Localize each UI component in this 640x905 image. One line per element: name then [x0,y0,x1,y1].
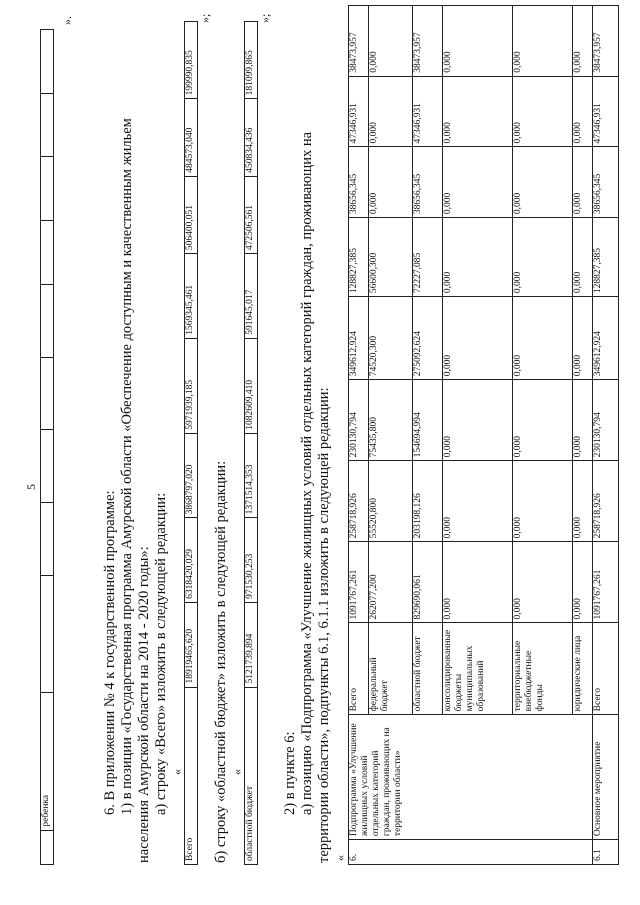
cell-value: 74520,300 [369,297,413,380]
cell-value: 262077,200 [369,542,413,623]
table-row [593,6,619,865]
top-table-label: ребенка [41,692,54,830]
obl-value: 181099,865 [245,22,258,99]
cell-value: 275092,624 [413,297,443,380]
cell-value: 0,000 [573,380,593,461]
cell-value: 0,000 [573,218,593,297]
vsego-value: 6318420,029 [185,518,198,603]
section6-heading: 6. В приложении № 4 к государственной программе: [102,490,118,815]
row-source: Всего [593,623,619,715]
cell-value: 0,000 [369,147,413,218]
top-table-fragment [40,29,54,865]
obl-value: 472506,561 [245,176,258,253]
cell-value: 72227,085 [413,218,443,297]
vsego-value: 5971939,185 [185,338,198,433]
obl-value: 1082609,410 [245,338,258,433]
row-source: консолидированные бюджеты муниципальных образований [443,623,513,715]
close-mark-top: ». [60,16,74,25]
vsego-value: 506400,051 [185,176,198,253]
cell-value: 0,000 [573,461,593,542]
close-mark-a: »; [198,13,212,23]
open-quote-point2: « [333,855,347,861]
cell-value: 0,000 [443,147,513,218]
cell-value: 0,000 [443,6,513,77]
cell-value: 55520,800 [369,461,413,542]
vsego-label: Всего [185,687,198,864]
cell-value: 258718,926 [349,461,369,542]
vsego-value: 199990,835 [185,22,198,99]
cell-value: 38473,957 [593,6,619,77]
cell-value: 0,000 [443,542,513,623]
cell-value: 56600,300 [369,218,413,297]
row-source: территориальные внебюджетные фонды [513,623,573,715]
cell-value: 0,000 [443,461,513,542]
cell-value: 47346,931 [349,76,369,147]
section6-item1-line2: населения Амурской области на 2014 - 2020 годы»: [136,546,152,863]
cell-value: 0,000 [513,218,573,297]
row-name: Подпрограмма «Улучшение жилищных условий отдельных категорий граждан, проживающих на территории области» [349,715,593,840]
cell-value: 1091767,261 [593,542,619,623]
cell-value: 0,000 [513,76,573,147]
cell-value: 38656,345 [593,147,619,218]
cell-value: 829690,061 [413,542,443,623]
row-name: Основное мероприятие [593,715,619,840]
page-number: 5 [24,484,38,490]
section6-item-b: б) строку «областной бюджет» изложить в следующей редакции: [213,460,229,863]
open-quote-b: « [230,769,244,775]
obl-label: областной бюджет [245,687,258,864]
cell-value: 38473,957 [349,6,369,77]
row-source: федеральный бюджет [369,623,413,715]
cell-value: 0,000 [513,6,573,77]
cell-value: 0,000 [513,461,573,542]
table-row [349,6,369,865]
close-mark-b: »; [258,13,272,23]
cell-value: 0,000 [443,380,513,461]
cell-value: 38473,957 [413,6,443,77]
section6-item-a: а) строку «Всего» изложить в следующей редакции: [153,492,169,815]
cell-value: 0,000 [573,6,593,77]
cell-value: 0,000 [443,218,513,297]
cell-value: 0,000 [513,542,573,623]
cell-value: 154694,994 [413,380,443,461]
cell-value: 47346,931 [593,76,619,147]
cell-value: 0,000 [443,76,513,147]
row-num: 6.1 [593,840,619,865]
cell-value: 128827,385 [349,218,369,297]
vsego-row-table [184,21,198,865]
cell-value: 0,000 [443,297,513,380]
cell-value: 128827,385 [593,218,619,297]
obl-value: 971530,253 [245,518,258,603]
row-source: областной бюджет [413,623,443,715]
cell-value: 0,000 [513,147,573,218]
open-quote-a: « [170,769,184,775]
obl-value: 450834,436 [245,99,258,176]
cell-value: 38656,345 [413,147,443,218]
section6-item1-line1: 1) в позиции «Государственная программа Амурской области «Обеспечение доступным и качественным жильем [119,118,135,815]
vsego-value: 1569345,461 [185,254,198,339]
cell-value: 0,000 [573,542,593,623]
vsego-value: 3868797,020 [185,433,198,518]
cell-value: 0,000 [573,297,593,380]
cell-value: 349612,924 [593,297,619,380]
cell-value: 258718,926 [593,461,619,542]
row-source: Всего [349,623,369,715]
point2-line2: территории области», подпункты 6.1, 6.1.1 изложить в следующей редакции: [316,387,332,863]
cell-value: 1091767,261 [349,542,369,623]
obl-value: 5121739,894 [245,602,258,687]
point2-line1: а) позицию «Подпрограмма «Улучшение жилищных условий отдельных категорий граждан, проживающих на [299,131,315,815]
main-table [348,5,619,865]
cell-value: 0,000 [369,6,413,77]
obl-row-table [244,21,258,865]
cell-value: 203198,126 [413,461,443,542]
cell-value: 47346,931 [413,76,443,147]
row-source: юридические лица [573,623,593,715]
obl-value: 1371514,353 [245,433,258,518]
vsego-value: 18919465,620 [185,602,198,687]
obl-value: 591645,017 [245,254,258,339]
cell-value: 0,000 [513,297,573,380]
vsego-value: 484573,040 [185,99,198,176]
cell-value: 38656,345 [349,147,369,218]
cell-value: 0,000 [369,76,413,147]
cell-value: 75435,800 [369,380,413,461]
point2-heading: 2) в пункте 6: [282,731,298,815]
cell-value: 349612,924 [349,297,369,380]
cell-value: 0,000 [573,76,593,147]
cell-value: 0,000 [513,380,573,461]
cell-value: 0,000 [573,147,593,218]
cell-value: 230130,794 [593,380,619,461]
cell-value: 230130,794 [349,380,369,461]
row-num: 6. [349,840,593,865]
